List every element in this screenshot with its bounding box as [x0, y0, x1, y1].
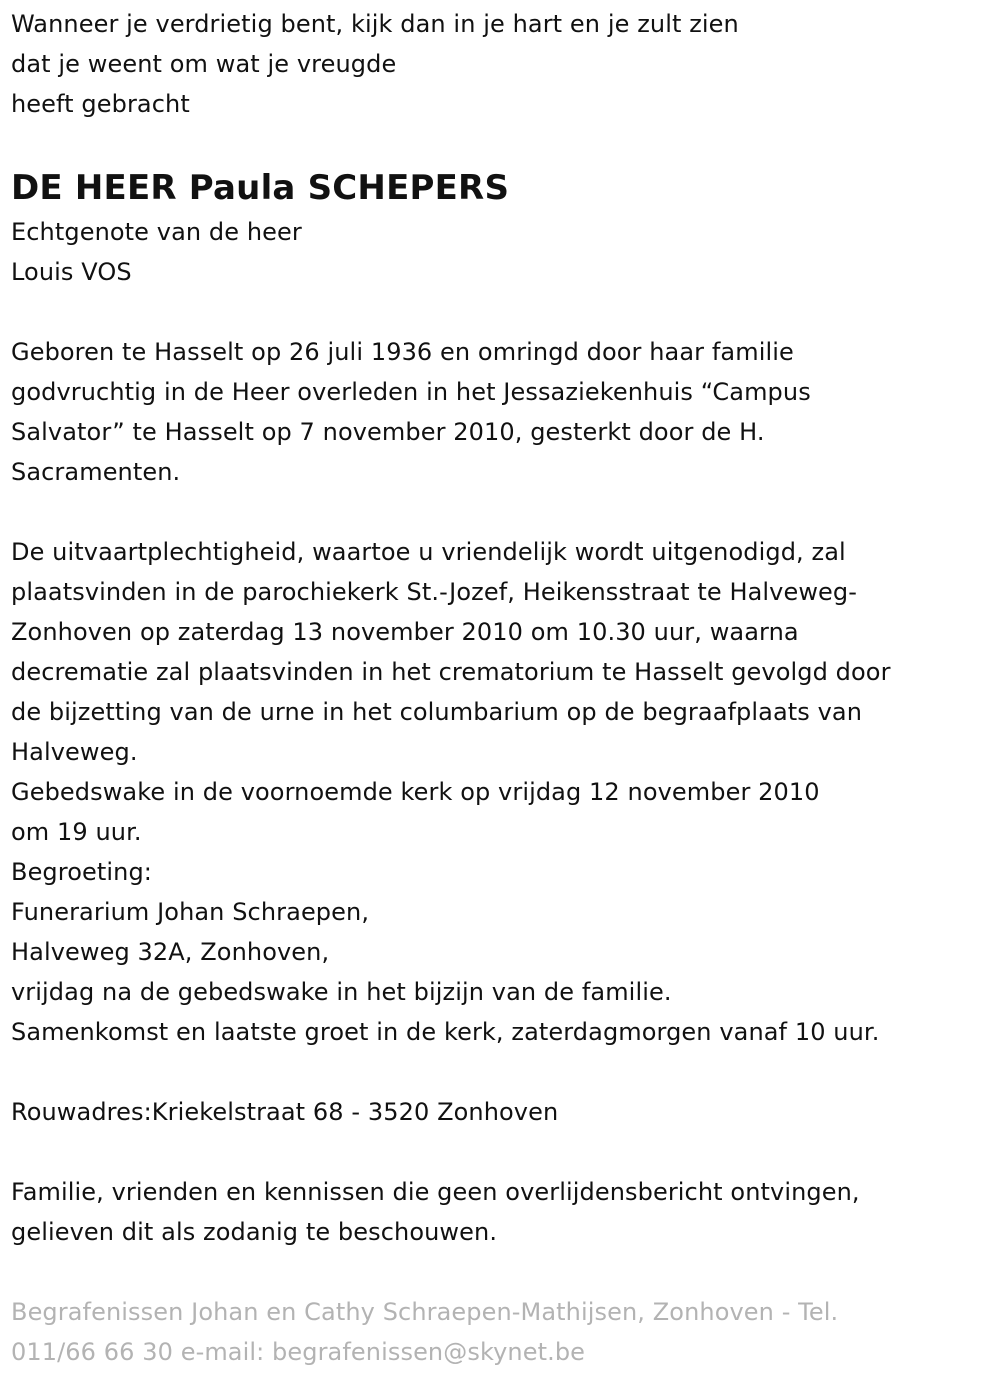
relation-line: Louis VOS	[11, 258, 132, 286]
obituary-document	[11, 4, 991, 1372]
poem-line: heeft gebracht	[11, 90, 190, 118]
ceremony-line: decrematie zal plaatsvinden in het crematorium te Hasselt gevolgd door	[11, 658, 891, 686]
notice-line: Familie, vrienden en kennissen die geen overlijdensbericht ontvingen,	[11, 1178, 860, 1206]
notice-block	[11, 1172, 991, 1252]
ceremony-line: Halveweg 32A, Zonhoven,	[11, 938, 330, 966]
ceremony-line: om 19 uur.	[11, 818, 142, 846]
ceremony-line: plaatsvinden in de parochiekerk St.-Jozef, Heikensstraat te Halveweg-	[11, 578, 858, 606]
poem-line: dat je weent om wat je vreugde	[11, 50, 397, 78]
deceased-name: DE HEER Paula SCHEPERS	[11, 168, 510, 208]
mourning-address-block	[11, 1092, 991, 1132]
poem-block	[11, 4, 991, 124]
birth-death-line: Geboren te Hasselt op 26 juli 1936 en omringd door haar familie	[11, 338, 794, 366]
ceremony-line: de bijzetting van de urne in het columbarium op de begraafplaats van	[11, 698, 863, 726]
ceremony-line: vrijdag na de gebedswake in het bijzijn van de familie.	[11, 978, 672, 1006]
footer-line: Begrafenissen Johan en Cathy Schraepen-Mathijsen, Zonhoven - Tel.	[11, 1298, 839, 1326]
ceremony-line: Zonhoven op zaterdag 13 november 2010 om 10.30 uur, waarna	[11, 618, 799, 646]
ceremony-line: De uitvaartplechtigheid, waartoe u vriendelijk wordt uitgenodigd, zal	[11, 538, 846, 566]
ceremony-line: Gebedswake in de voornoemde kerk op vrijdag 12 november 2010	[11, 778, 820, 806]
footer-line: 011/66 66 30 e-mail: begrafenissen@skynet.be	[11, 1338, 586, 1366]
notice-line: gelieven dit als zodanig te beschouwen.	[11, 1218, 498, 1246]
poem-line: Wanneer je verdrietig bent, kijk dan in je hart en je zult zien	[11, 10, 739, 38]
ceremony-line: Samenkomst en laatste groet in de kerk, zaterdagmorgen vanaf 10 uur.	[11, 1018, 880, 1046]
ceremony-line: Begroeting:	[11, 858, 152, 886]
ceremony-line: Funerarium Johan Schraepen,	[11, 898, 370, 926]
relation-block	[11, 212, 991, 292]
ceremony-line: Halveweg.	[11, 738, 138, 766]
relation-line: Echtgenote van de heer	[11, 218, 302, 246]
ceremony-block	[11, 532, 991, 1052]
birth-death-line: godvruchtig in de Heer overleden in het Jessaziekenhuis “Campus	[11, 378, 811, 406]
birth-death-line: Salvator” te Hasselt op 7 november 2010, gesterkt door de H.	[11, 418, 765, 446]
birth-death-block	[11, 332, 991, 492]
mourning-address: Rouwadres:Kriekelstraat 68 - 3520 Zonhoven	[11, 1098, 559, 1126]
funeral-home-footer	[11, 1292, 991, 1372]
birth-death-line: Sacramenten.	[11, 458, 181, 486]
